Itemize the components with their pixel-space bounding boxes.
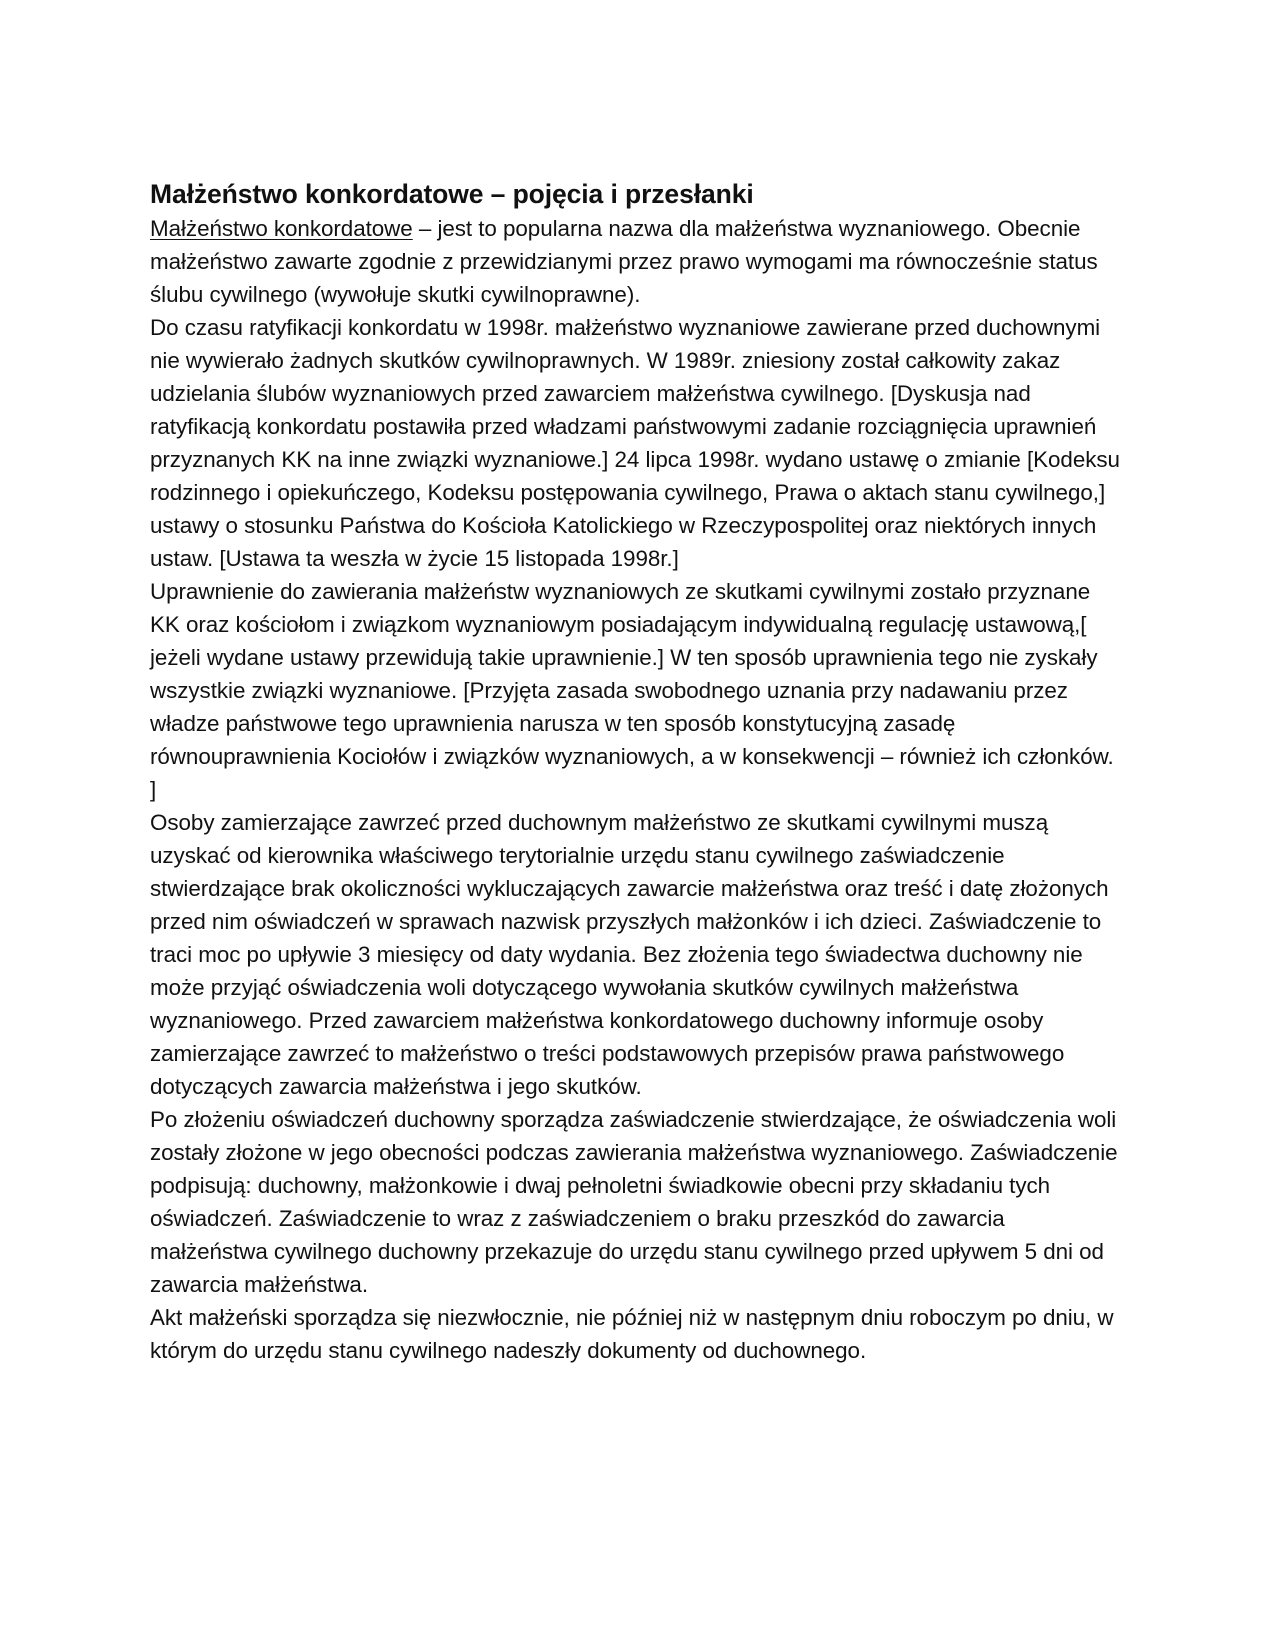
- term-link[interactable]: Małżeństwo konkordatowe: [150, 216, 413, 241]
- paragraph-certificate: Osoby zamierzające zawrzeć przed duchownym małżeństwo ze skutkami cywilnymi muszą uzyskać od kierownika właściwego terytorialnie urzędu stanu cywilnego zaświadczenie stwierdzające brak okoliczności wykluczających zawarcie małżeństwa oraz treść i datę złożonych przed nim oświadczeń w sprawach nazwisk przyszłych małżonków i ich dzieci. Zaświadczenie to traci moc po upływie 3 miesięcy od daty wydania. Bez złożenia tego świadectwa duchowny nie może przyjąć oświadczenia woli dotyczącego wywołania skutków cywilnych małżeństwa wyznaniowego. Przed zawarciem małżeństwa konkordatowego duchowny informuje osoby zamierzające zawrzeć to małżeństwo o treści podstawowych przepisów prawa państwowego dotyczących zawarcia małżeństwa i jego skutków.: [150, 810, 1109, 1099]
- document-body: [150, 212, 1125, 1367]
- intro-paragraph: [150, 212, 1125, 311]
- paragraph-entitlement: Uprawnienie do zawierania małżeństw wyznaniowych ze skutkami cywilnymi zostało przyznane KK oraz kościołom i związkom wyznaniowym posiadającym indywidualną regulację ustawową,[ jeżeli wydane ustawy przewidują takie uprawnienie.] W ten sposób uprawnienia tego nie zyskały wszystkie związki wyznaniowe. [Przyjęta zasada swobodnego uznania przy nadawaniu przez władze państwowe tego uprawnienia narusza w ten sposób konstytucyjną zasadę równouprawnienia Kociołów i związków wyznaniowych, a w konsekwencji – również ich członków. ]: [150, 579, 1114, 802]
- document-title: Małżeństwo konkordatowe – pojęcia i przesłanki: [150, 179, 754, 209]
- paragraph-ratification: Do czasu ratyfikacji konkordatu w 1998r. małżeństwo wyznaniowe zawierane przed duchownymi nie wywierało żadnych skutków cywilnoprawnych. W 1989r. zniesiony został całkowity zakaz udzielania ślubów wyznaniowych przed zawarciem małżeństwa cywilnego. [Dyskusja nad ratyfikacją konkordatu postawiła przed władzami państwowymi zadanie rozciągnięcia uprawnień przyznanych KK na inne związki wyznaniowe.] 24 lipca 1998r. wydano ustawę o zmianie [Kodeksu rodzinnego i opiekuńczego, Kodeksu postępowania cywilnego, Prawa o aktach stanu cywilnego,] ustawy o stosunku Państwa do Kościoła Katolickiego w Rzeczypospolitej oraz niektórych innych ustaw. [Ustawa ta weszła w życie 15 listopada 1998r.]: [150, 315, 1120, 571]
- paragraph-declarations: Po złożeniu oświadczeń duchowny sporządza zaświadczenie stwierdzające, że oświadczenia woli zostały złożone w jego obecności podczas zawierania małżeństwa wyznaniowego. Zaświadczenie podpisują: duchowny, małżonkowie i dwaj pełnoletni świadkowie obecni przy składaniu tych oświadczeń. Zaświadczenie to wraz z zaświadczeniem o braku przeszkód do zawarcia małżeństwa cywilnego duchowny przekazuje do urzędu stanu cywilnego przed upływem 5 dni od zawarcia małżeństwa.: [150, 1107, 1118, 1297]
- document-page: [150, 178, 1125, 1367]
- intro-text: – jest to popularna nazwa dla małżeństwa wyznaniowego. Obecnie małżeństwo zawarte zgodnie z przewidzianymi przez prawo wymogami ma równocześnie status ślubu cywilnego (wywołuje skutki cywilnoprawne).: [150, 216, 1098, 307]
- paragraph-marriage-act: Akt małżeński sporządza się niezwłocznie, nie później niż w następnym dniu roboczym po dniu, w którym do urzędu stanu cywilnego nadeszły dokumenty od duchownego.: [150, 1305, 1114, 1363]
